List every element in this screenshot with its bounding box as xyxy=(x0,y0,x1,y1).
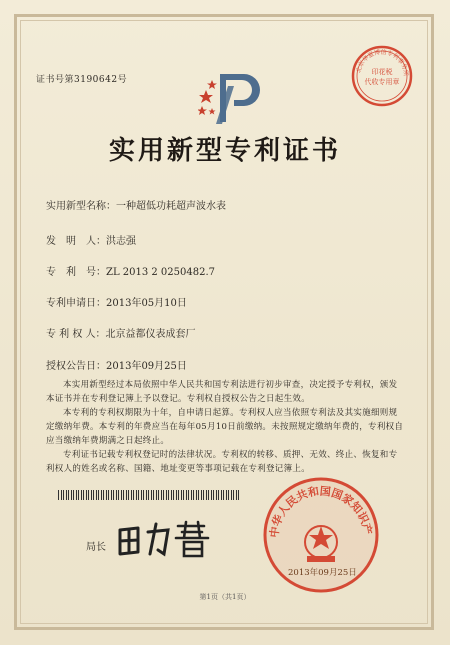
field-value: ZL 2013 2 0250482.7 xyxy=(106,267,216,278)
field-label: 专利申请日： xyxy=(46,298,106,309)
field-utility-model-name xyxy=(46,197,226,212)
certificate-number: 证书号第3190642号 xyxy=(36,75,128,85)
field-value: 2013年05月10日 xyxy=(106,298,187,309)
seal-date: 2013年09月25日 xyxy=(288,568,357,578)
field-label: 专 利 号： xyxy=(46,267,106,278)
field-value: 洪志强 xyxy=(106,236,136,247)
field-label: 专 利 权 人： xyxy=(46,329,106,340)
office-seal xyxy=(262,476,380,598)
field-label: 实用新型名称： xyxy=(46,201,116,212)
svg-text:代收专用章: 代收专用章 xyxy=(364,78,400,86)
field-patent-holder xyxy=(46,325,196,340)
field-value: 2013年09月25日 xyxy=(106,361,187,372)
field-patent-number xyxy=(46,263,215,278)
director-label: 局长 xyxy=(86,542,106,553)
seal-text: 中华人民共和国国家知识产 xyxy=(267,484,375,539)
field-grant-date xyxy=(46,357,187,372)
tax-stamp xyxy=(350,44,414,112)
field-label: 授权公告日： xyxy=(46,361,106,372)
field-inventor xyxy=(46,232,136,247)
patent-office-logo xyxy=(198,66,260,132)
field-value: 北京益都仪表成套厂 xyxy=(105,329,196,340)
field-value: 一种超低功耗超声波水表 xyxy=(116,201,226,212)
director-signature xyxy=(116,520,212,564)
certificate-title: 实用新型专利证书 xyxy=(108,136,341,166)
field-label: 发 明 人： xyxy=(46,236,106,247)
svg-text:北京华夏博信专利事务所: 北京华夏博信专利事务所 xyxy=(355,48,410,77)
body-paragraph-3: 专利证书记载专利权登记时的法律状况。专利权的转移、质押、无效、终止、恢复和专利权人的姓名或名称、国籍、地址变更等事项记载在专利登记簿上。 xyxy=(46,450,398,474)
field-filing-date xyxy=(46,294,187,309)
svg-text:印花税: 印花税 xyxy=(371,68,393,76)
body-paragraph-2: 本专利的专利权期限为十年，自申请日起算。专利权人应当依照专利法及其实施细则规定缴纳年费。本专利的年费应当在每年05月10日前缴纳。未按照规定缴纳年费的，专利权自应当缴纳年费期满之日起终止。 xyxy=(46,408,404,446)
page-footer: 第1页（共1页） xyxy=(199,593,251,601)
barcode xyxy=(58,490,240,500)
body-paragraph-1: 本实用新型经过本局依照中华人民共和国专利法进行初步审查，决定授予专利权，颁发本证书并在专利登记簿上予以登记。专利权自授权公告之日起生效。 xyxy=(46,380,398,404)
